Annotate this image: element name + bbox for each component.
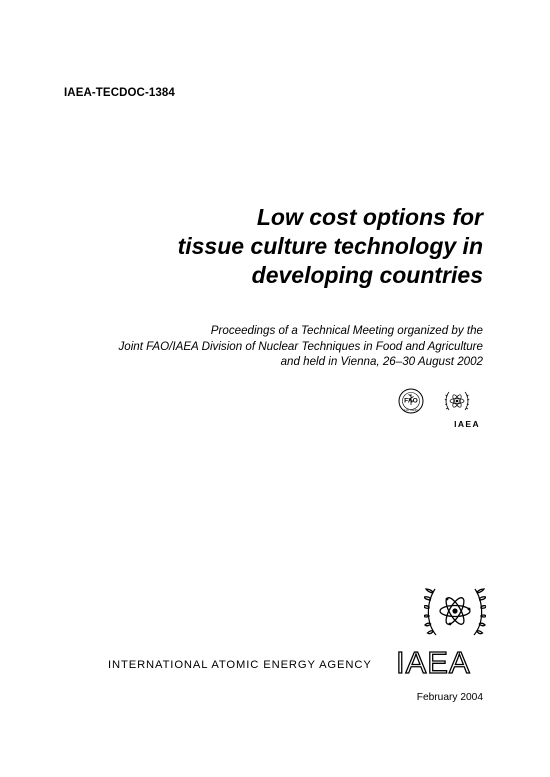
document-subtitle: [43, 323, 483, 370]
document-title: [63, 203, 483, 290]
fao-letter-f: FAO: [404, 398, 419, 405]
subtitle-line-3: and held in Vienna, 26–30 August 2002: [280, 355, 483, 368]
subtitle-line-2: Joint FAO/IAEA Division of Nuclear Techniques in Food and Agriculture: [118, 339, 483, 353]
iaea-small-emblem: [443, 388, 471, 416]
partner-logos: [398, 388, 484, 438]
publication-date: February 2004: [416, 692, 483, 703]
title-line-1: Low cost options for: [256, 204, 483, 230]
iaea-small-wordmark: IAEA: [454, 419, 480, 429]
iaea-large-wordmark: IAEA: [396, 645, 471, 680]
iaea-emblem-icon: [424, 583, 486, 643]
title-line-3: developing countries: [251, 262, 483, 288]
fao-logo: [398, 388, 424, 414]
publisher-name: INTERNATIONAL ATOMIC ENERGY AGENCY: [108, 659, 372, 671]
document-number: IAEA-TECDOC-1384: [64, 87, 175, 99]
title-line-2: tissue culture technology in: [177, 233, 483, 259]
svg-text:FIAT PANIS: FIAT PANIS: [404, 409, 418, 412]
subtitle-line-1: Proceedings of a Technical Meeting organized by the: [210, 324, 483, 337]
